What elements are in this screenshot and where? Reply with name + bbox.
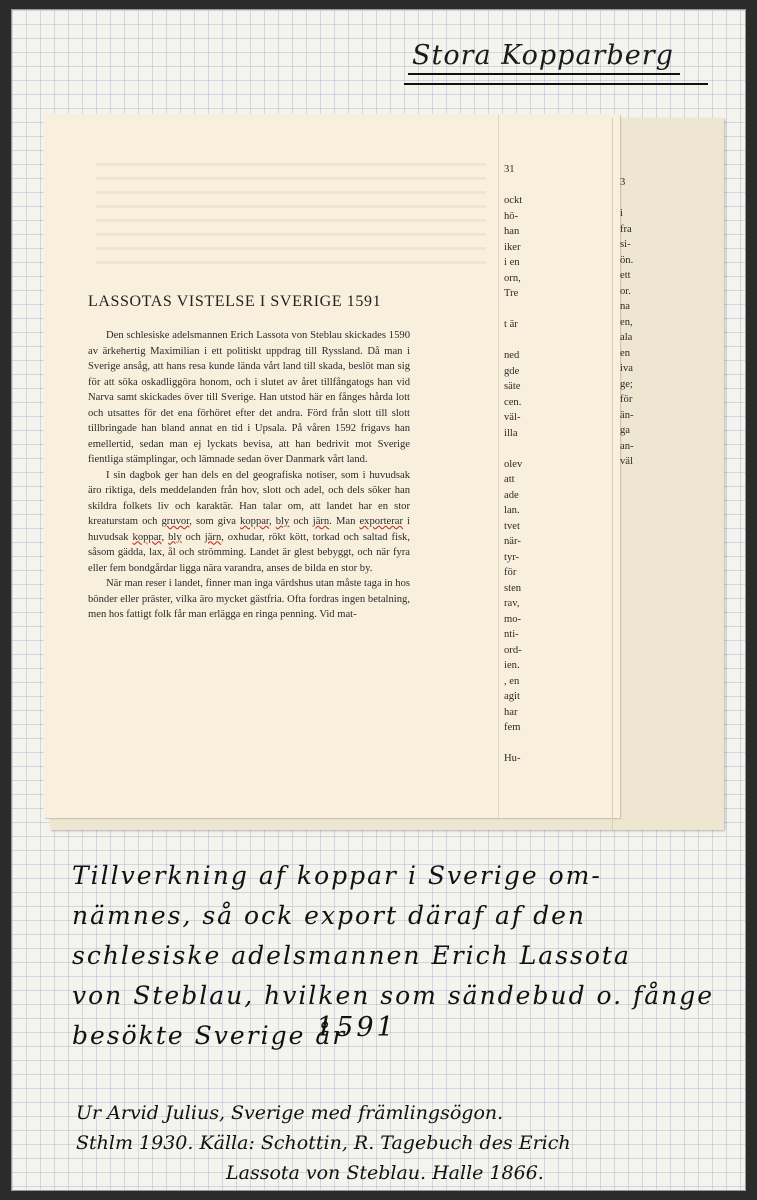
fragment-line: na (620, 301, 630, 312)
fragment-line: en, (620, 316, 633, 328)
note-line: besökte Sverige år (72, 1021, 347, 1050)
fragment-line (620, 191, 642, 207)
folded-column-fragment (504, 162, 534, 767)
note-year: 1591 (316, 1012, 397, 1043)
header-label: Stora Kopparberg (408, 40, 680, 75)
fragment-line: tvet (504, 520, 520, 532)
fragment-line: ned (504, 350, 520, 361)
fragment-line (504, 736, 534, 752)
fragment-line: en (620, 347, 630, 359)
fragment-line: när- (504, 536, 521, 547)
fragment-line: or. (620, 285, 631, 297)
citation-line: Lassota von Steblau. Halle 1866. (226, 1162, 544, 1184)
fragment-line: för (620, 394, 633, 405)
underlined-word: exporterar (359, 516, 403, 527)
fragment-line: cen. (504, 396, 522, 408)
underlined-word: järn (204, 531, 222, 543)
note-line: Tillverkning af koppar i Sverige om- (72, 861, 602, 890)
fragment-line: rav, (504, 598, 520, 609)
note-line: von Steblau, hvilken som sändebud o. fånge (72, 981, 715, 1010)
clipping-fold (498, 114, 499, 818)
fragment-line (504, 302, 534, 318)
underlined-word: bly (275, 516, 290, 527)
fragment-line: iva (620, 363, 633, 374)
fragment-line: agit (504, 691, 520, 702)
underlined-word: gruvor (161, 516, 190, 527)
underlined-word: järn (312, 516, 330, 527)
fragment-line: säte (504, 381, 521, 392)
fragment-line: illa (504, 427, 518, 439)
fragment-line: an- (620, 440, 634, 452)
fragment-line (504, 178, 534, 194)
source-citation (76, 1098, 571, 1188)
back-column-fragment (620, 175, 642, 470)
clipping-fold-back (612, 118, 613, 830)
fragment-line: i en (504, 257, 520, 268)
fragment-line (504, 441, 534, 457)
fragment-line: väl- (504, 412, 521, 423)
fragment-line: än- (620, 409, 634, 421)
fragment-line: ge; (620, 378, 633, 390)
fragment-line: mo- (504, 613, 522, 625)
fragment-line: sten (504, 582, 522, 594)
fragment-line: lan. (504, 505, 520, 516)
fragment-line: t är (504, 319, 518, 330)
fragment-line: si- (620, 239, 631, 250)
fragment-line: 3 (620, 177, 626, 188)
fragment-line: i (620, 208, 623, 219)
fragment-line: hö- (504, 210, 519, 222)
fragment-line: ön. (620, 254, 634, 266)
article-paragraph: I sin dagbok ger han dels en del geografiska notiser, som i huvudsak äro riktiga, dels meddelanden från hov, slott och adel, och dels söker han skildra folkets liv och karaktär. Han talar om, att landet har en stor kreaturstam och gruvor, som giva koppar, bly och järn. Man exporterar i huvudsak koppar, bly och järn, oxhudar, rökt kött, torkad och saltad fisk, såsom gädda, lax, ål och strömming. Landet är glest bebyggt, och när fyra eller fem bondgårdar ligga nära varandra, anses de bilda en stor by. (88, 469, 411, 574)
fragment-line: fra (620, 223, 632, 235)
fragment-line: ett (620, 270, 631, 281)
fragment-line: , en (504, 675, 520, 687)
header-double-underline (404, 83, 708, 85)
article-body (88, 328, 410, 623)
fragment-line: nti- (504, 629, 519, 640)
fragment-line: ockt (504, 195, 523, 206)
fragment-line: orn, (504, 272, 521, 284)
underlined-word: koppar (240, 516, 270, 527)
fragment-line: att (504, 474, 515, 485)
fragment-line: ala (620, 332, 633, 343)
fragment-line: ord- (504, 644, 522, 656)
note-line: nämnes, så ock export däraf af den (72, 901, 587, 930)
fragment-line: 31 (504, 164, 515, 175)
fragment-line: gde (504, 365, 520, 377)
article-paragraph: Den schlesiske adelsmannen Erich Lassota von Steblau skickades 1590 av ärkehertig Maximilian i ett politiskt uppdrag till Ryssland. Då man i Sverige ansåg, att hans resa kunde lända vårt land till skada, beslöt man sig för att söka oskadliggöra honom, och i slutet av året tillfångatogs han vid Narva samt skickades över till Sverige. Han utstod här en fånges hårda lott och utsattes för det ena förhöret efter det andra. Förd från slott till slott tillbringade han bland annat en tid i Upsala. På våren 1592 frigavs han emellertid, sedan man ej lyckats bevisa, att han bedrivit mot Sverige fientliga stämplingar, och lämnade sedan över Danmark vårt land. (88, 330, 410, 465)
fragment-line: Tre (504, 288, 519, 299)
article-paragraph: När man reser i landet, finner man inga värdshus utan måste taga in hos bönder eller präster, vilka äro mycket gästfria. Ofta fordras ingen betalning, men hos fattigt folk får man erlägga en ringa penning. Vid mat- (88, 578, 410, 620)
fragment-line: ga (620, 425, 630, 436)
fragment-line (504, 333, 534, 349)
fragment-line: ade (504, 489, 519, 501)
fragment-line: han (504, 226, 520, 237)
fragment-line: ien. (504, 660, 520, 671)
fragment-line: olev (504, 458, 523, 470)
fragment-line: har (504, 706, 518, 718)
fragment-line: för (504, 567, 517, 578)
article-heading: LASSOTAS VISTELSE I SVERIGE 1591 (88, 293, 382, 310)
note-line: schlesiske adelsmannen Erich Lassota (72, 941, 631, 970)
citation-line: Sthlm 1930. Källa: Schottin, R. Tagebuch des Erich (76, 1132, 571, 1154)
fragment-line: iker (504, 241, 521, 253)
citation-line: Ur Arvid Julius, Sverige med främlingsögon. (76, 1102, 504, 1124)
fragment-line: fem (504, 722, 521, 733)
underlined-word: bly (168, 531, 182, 543)
fragment-line: tyr- (504, 551, 520, 563)
fragment-line: väl (620, 456, 633, 467)
underlined-word: koppar (132, 531, 162, 543)
fragment-line: Hu- (504, 753, 521, 764)
show-through-text (96, 152, 486, 272)
